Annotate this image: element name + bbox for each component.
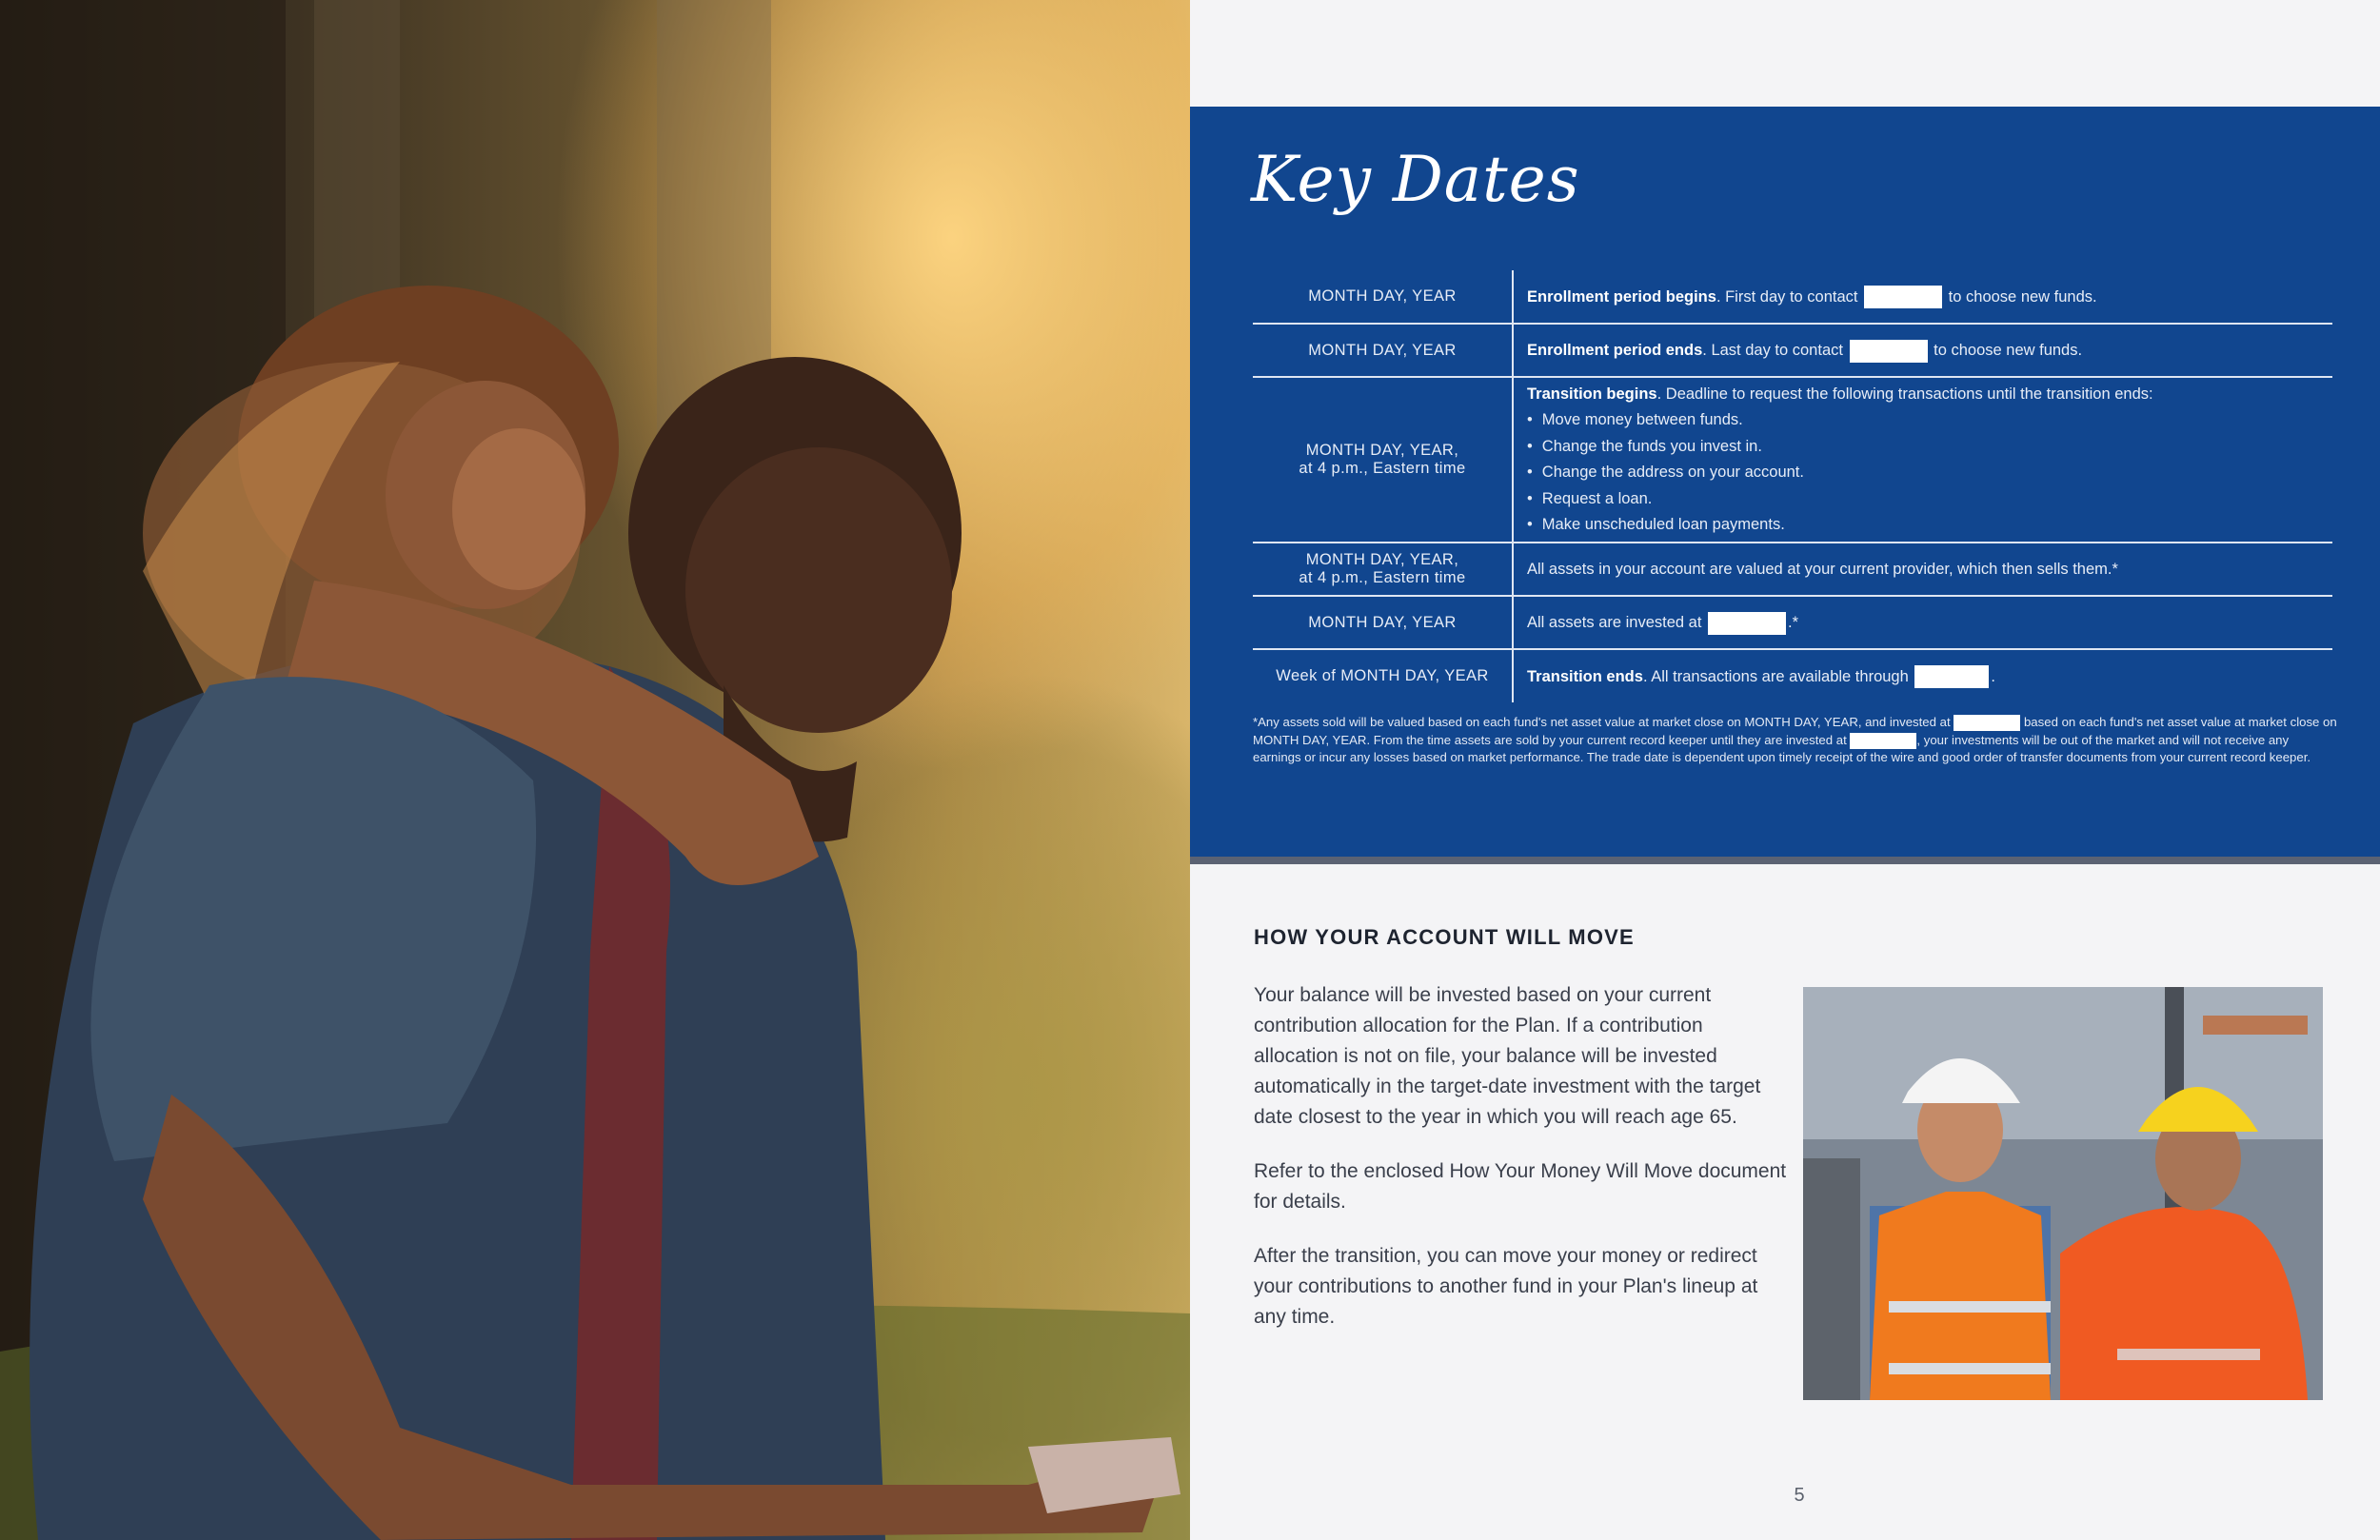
- redaction-box: [1850, 733, 1916, 749]
- footnote-part2: based on each fund's net asset value at market close on MONTH DAY, YEAR. From the time assets are sold by your current record keeper until they are invested at: [1253, 715, 2337, 747]
- date-text-line2: at 4 p.m., Eastern time: [1299, 569, 1466, 586]
- table-row: [1253, 324, 2332, 377]
- redaction-box: [1708, 612, 1786, 635]
- description-cell: [1513, 649, 2332, 702]
- table-row: [1253, 270, 2332, 324]
- date-cell: [1253, 377, 1513, 543]
- event-name: Enrollment period begins: [1527, 287, 1716, 306]
- event-text-after: .*: [1788, 614, 1799, 631]
- footnote-part3: , your investments will be out of the market and will not receive any earnings or incur any losses based on market performance. The trade date is dependent upon timely receipt of the wire and good order of transfer documents from your current record keeper.: [1253, 732, 2311, 764]
- event-text: . Deadline to request the following transactions until the transition ends:: [1656, 385, 2153, 404]
- table-row: [1253, 543, 2332, 596]
- key-dates-panel: [1190, 107, 2380, 857]
- redaction-box: [1914, 665, 1989, 688]
- event-name: Transition begins: [1527, 385, 1657, 404]
- description-cell: [1513, 324, 2332, 377]
- table-row: [1253, 596, 2332, 649]
- description-cell: [1513, 377, 2332, 543]
- date-text: Week of MONTH DAY, YEAR: [1276, 667, 1489, 684]
- redaction-box: [1864, 286, 1942, 308]
- date-text: MONTH DAY, YEAR: [1308, 287, 1457, 305]
- event-text: . All transactions are available through: [1642, 667, 1909, 685]
- workers-photo-illustration: [1803, 987, 2323, 1400]
- event-text: All assets are invested at: [1527, 614, 1702, 631]
- list-item: • Make unscheduled loan payments.: [1527, 512, 2332, 539]
- paragraph: After the transition, you can move your money or redirect your contributions to another fund in your Plan's lineup at any time.: [1254, 1245, 1758, 1328]
- event-name: Transition ends: [1527, 667, 1643, 685]
- footnote-part1: *Any assets sold will be valued based on each fund's net asset value at market close on MONTH DAY, YEAR, and invested at: [1253, 715, 1951, 729]
- date-text: MONTH DAY, YEAR,: [1305, 442, 1459, 459]
- list-item: • Request a loan.: [1527, 486, 2332, 513]
- date-text: MONTH DAY, YEAR,: [1305, 551, 1459, 568]
- date-cell: [1253, 649, 1513, 702]
- event-text: . First day to contact: [1716, 287, 1858, 306]
- list-item: • Move money between funds.: [1527, 407, 2332, 434]
- description-cell: [1513, 543, 2332, 596]
- right-page: [1190, 0, 2380, 1540]
- date-text: MONTH DAY, YEAR: [1308, 613, 1457, 631]
- list-item: • Change the address on your account.: [1527, 460, 2332, 486]
- date-cell: [1253, 543, 1513, 596]
- event-text: All assets in your account are valued at your current provider, which then sells them.*: [1527, 561, 2118, 578]
- section-heading: HOW YOUR ACCOUNT WILL MOVE: [1254, 925, 1635, 949]
- description-cell: [1513, 270, 2332, 324]
- date-text-line2: at 4 p.m., Eastern time: [1299, 460, 1466, 477]
- date-text: MONTH DAY, YEAR: [1308, 341, 1457, 359]
- event-text: . Last day to contact: [1702, 342, 1843, 359]
- panel-divider: [1190, 857, 2380, 864]
- key-dates-title: Key Dates: [1251, 143, 1580, 216]
- page-number: 5: [1794, 1485, 1805, 1506]
- date-cell: [1253, 596, 1513, 649]
- paragraph: Your balance will be invested based on your current contribution allocation for the Plan. If a contribution allocation is not on file, your balance will be invested automatically in the target-date investment with the target date closest to the year in which you will reach age 65.: [1254, 984, 1761, 1128]
- date-cell: [1253, 270, 1513, 324]
- workers-photo: [1803, 987, 2323, 1400]
- table-row: [1253, 649, 2332, 702]
- redaction-box: [1954, 715, 2020, 731]
- date-cell: [1253, 324, 1513, 377]
- event-text-after: to choose new funds.: [1929, 342, 2083, 359]
- description-cell: [1513, 596, 2332, 649]
- table-row: [1253, 377, 2332, 543]
- footnote: [1253, 714, 2338, 767]
- redaction-box: [1850, 340, 1928, 363]
- body-text: [1254, 980, 1787, 1356]
- event-text-after: .: [1991, 667, 1995, 685]
- paragraph: Refer to the enclosed How Your Money Will Move document for details.: [1254, 1160, 1787, 1213]
- transaction-list: [1527, 407, 2332, 539]
- event-name: Enrollment period ends: [1527, 342, 1703, 359]
- event-text-after: to choose new funds.: [1944, 287, 2097, 306]
- list-item: • Change the funds you invest in.: [1527, 434, 2332, 461]
- key-dates-table: [1253, 270, 2332, 702]
